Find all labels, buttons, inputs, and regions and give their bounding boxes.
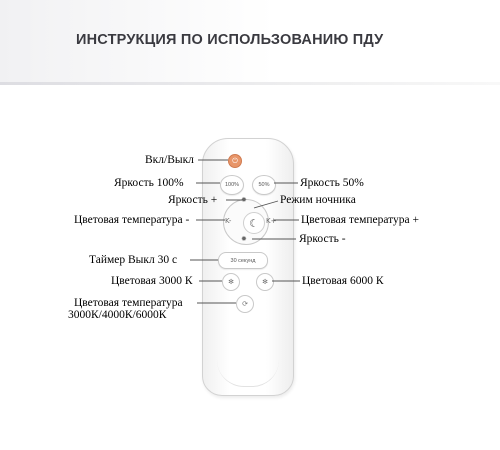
label-night-mode: Режим ночника	[280, 194, 356, 206]
cycle-icon: ⟳	[242, 300, 248, 308]
temp-plus-key[interactable]: K+	[266, 217, 277, 225]
brightness-up-icon[interactable]: ✹	[241, 196, 247, 204]
moon-icon: ☾	[249, 216, 259, 230]
label-temp-plus: Цветовая температура +	[301, 214, 420, 226]
label-temp-cycle: Цветовая температура	[74, 297, 183, 309]
temp-minus-key[interactable]: K-	[225, 217, 232, 225]
label-brightness-minus: Яркость -	[299, 233, 346, 245]
label-timer: Таймер Выкл 30 с	[89, 254, 178, 266]
brightness-100-button-label: 100%	[224, 182, 240, 188]
label-brightness-50: Яркость 50%	[300, 177, 364, 189]
brightness-50-button-label: 50%	[258, 182, 270, 188]
page-title: ИНСТРУКЦИЯ ПО ИСПОЛЬЗОВАНИЮ ПДУ	[76, 32, 384, 48]
label-color-3000: Цветовая 3000 К	[111, 275, 193, 287]
label-brightness-100: Яркость 100%	[114, 177, 184, 189]
label-power: Вкл/Выкл	[145, 154, 194, 166]
cool-light-icon: ✻	[262, 278, 268, 286]
power-icon: ⏻	[232, 156, 238, 165]
label-temp-cycle-values: 3000К/4000К/6000К	[68, 309, 167, 321]
timer-button-label: 30 секунд	[230, 257, 256, 264]
label-temp-minus: Цветовая температура -	[74, 214, 190, 226]
label-brightness-plus: Яркость +	[168, 194, 218, 206]
brightness-down-icon[interactable]: ✹	[241, 235, 247, 243]
leader-night-mode	[254, 201, 278, 208]
warm-light-icon: ✻	[228, 278, 234, 286]
label-color-6000: Цветовая 6000 К	[302, 275, 384, 287]
